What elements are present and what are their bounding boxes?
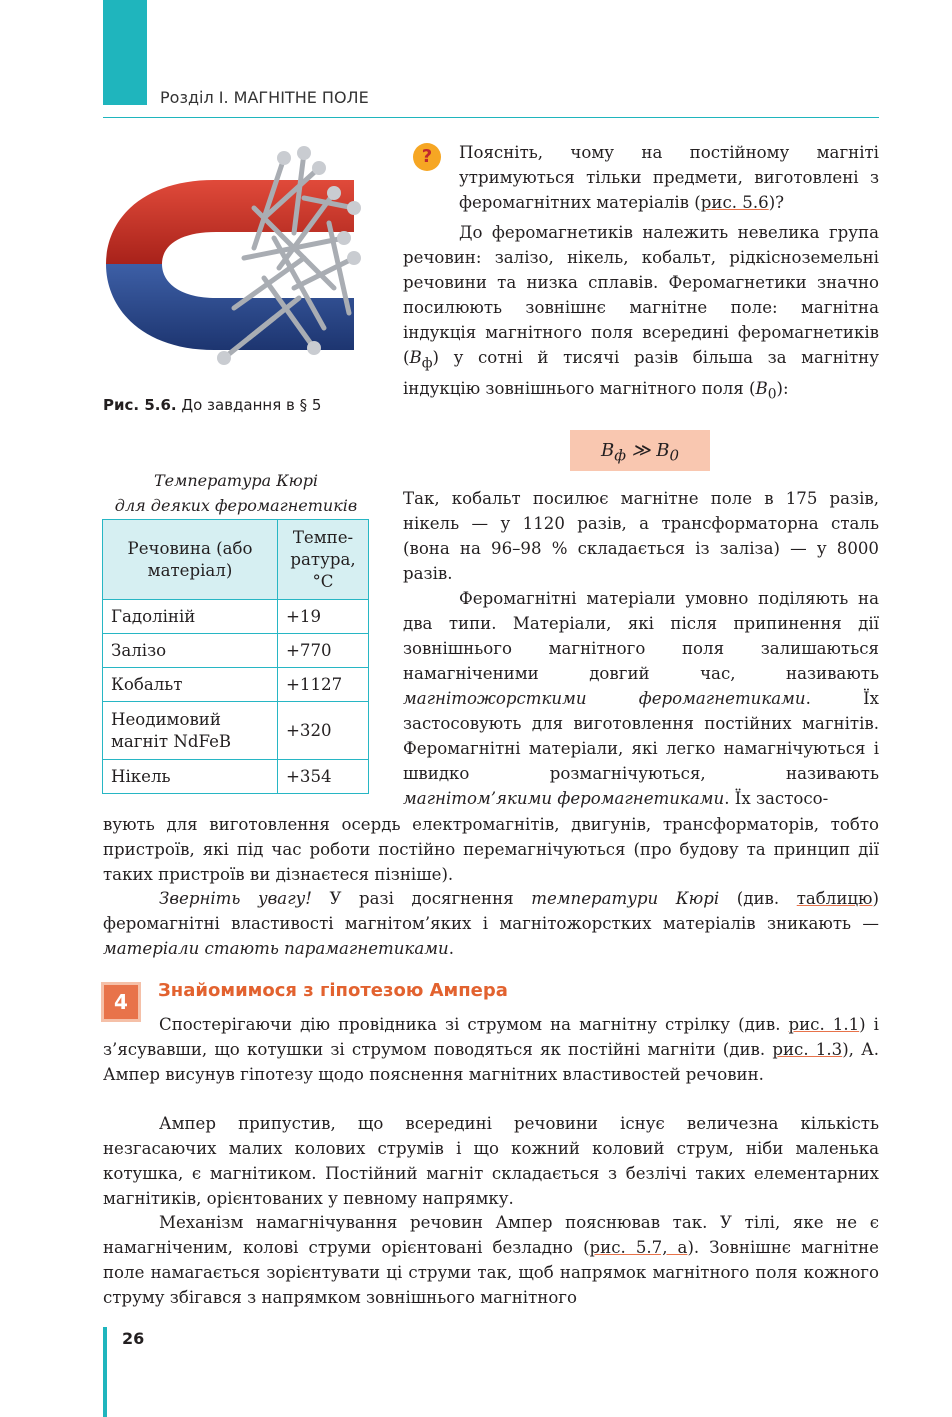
curie-temperature-table [102,519,369,794]
formula-box: $B_ф$ ≫ $B_0$ [570,430,710,471]
section-paragraph-1: Спостерігаючи дію провідника зі струмом на магнітну стрілку (див. рис. 1.1) і з’ясувавши, що котушки зі струмом поводяться як постійні магніти (див. рис. 1.3), А. Ампер висунув гіпотезу щодо пояснення магнітних властивостей речовин. [103,1015,879,1084]
header-accent-block [103,0,147,105]
figure-link[interactable]: рис. 5.6 [700,193,769,212]
page-number: 26 [122,1329,145,1348]
table-row: Гадоліній +19 [103,600,369,634]
chapter-header: Розділ І. МАГНІТНЕ ПОЛЕ [160,88,369,107]
section-paragraph-3: Механізм намагнічування речовин Ампер пояснював так. У тілі, яке не є намагніченим, колові струми орієнтовані безладно (рис. 5.7, а). Зовнішнє магнітне поле намагається зорієнтувати ці струми так, щоб напрямок магнітного поля кожного струму збігався з напрямком зовнішнього магнітного [103,1213,879,1307]
figure-link[interactable]: рис. 1.1 [788,1015,860,1034]
question-icon: ? [413,143,441,171]
table-row: Неодимовий магніт NdFeB +320 [103,702,369,760]
table-row: Нікель +354 [103,760,369,794]
attention-paragraph: Зверніть увагу! У разі досягнення температури Кюрі (див. таблицю) феромагнітні властивості магнітом’яких і магнітожорстких матеріалів зникають — матеріали стають парамагнетиками. [103,889,879,958]
section-title: Знайомимося з гіпотезою Ампера [158,980,508,1001]
figure-caption-label: Рис. 5.6. [103,396,177,414]
table-header-temperature: Темпе-ратура, °С [278,520,369,600]
magnet-with-nails-image [104,138,374,378]
right-paragraph-3: Феромагнітні матеріали умовно поділяють на два типи. Матеріали, які після припинення дії зовнішнього магнітного поля залишаються намагніченими довгий час, називають магнітожорсткими феромагнетиками. Їх застосовують для виготовлення постійних магнітів. Феромагнітні матеріали, які легко намагнічуються і швидко розмагнічуються, називають магнітом’якими феромагнетиками. Їх застосо- [403,589,880,808]
table-link[interactable]: таблицю [796,889,873,908]
figure-caption-text: До завдання в § 5 [176,396,322,414]
section-paragraph-2: Ампер припустив, що всередині речовини існує величезна кількість незгасаючих малих колових струмів і що кожний коловий струм, ніби маленька котушка, є магнітиком. Постійний магніт складається з безлічі таких елементарних магнітиків, орієнтованих у певному напрямку. [103,1114,879,1208]
figure-link[interactable]: рис. 1.3 [772,1040,843,1059]
footer-accent-bar [103,1327,107,1417]
table-row: Кобальт +1127 [103,668,369,702]
question-text: Поясніть, чому на постійному магніті утримуються тільки предмети, виготовлені з феромагнітних матеріалів (рис. 5.6)? [459,143,879,212]
table-header-substance: Речовина (або матеріал) [103,520,278,600]
figure-caption [103,396,321,414]
right-paragraph-2: Так, кобальт посилює магнітне поле в 175 разів, нікель — у 1120 разів, а трансформаторна сталь (вона на 96–98 % складається із заліза) — у 8000 разів. [403,489,879,583]
section-number-badge: 4 [104,985,138,1019]
figure-link[interactable]: рис. 5.7, а [589,1238,688,1257]
header-divider [103,117,879,118]
full-paragraph-1: вують для виготовлення осердь електромагнітів, двигунів, трансформаторів, тобто пристроїв, які під час роботи постійно перемагнічуються (про будову та принцип дії таких пристроїв ви дізнаєтеся пізніше). [103,815,879,884]
right-paragraph-1: До феромагнетиків належить невелика група речовин: залізо, нікель, кобальт, рідкісноземельні речовини та низка сплавів. Феромагнетики значно посилюють зовнішнє магнітне поле: магнітна індукція магнітного поля всередині феромагнетиків $(B_ф)$ у сотні й тисячі разів більша за магнітну індукцію зовнішнього магнітного поля $(B_0)$: [403,223,879,403]
table-title: Температура Кюрі для деяких феромагнетиків [114,471,358,515]
table-row: Залізо +770 [103,634,369,668]
